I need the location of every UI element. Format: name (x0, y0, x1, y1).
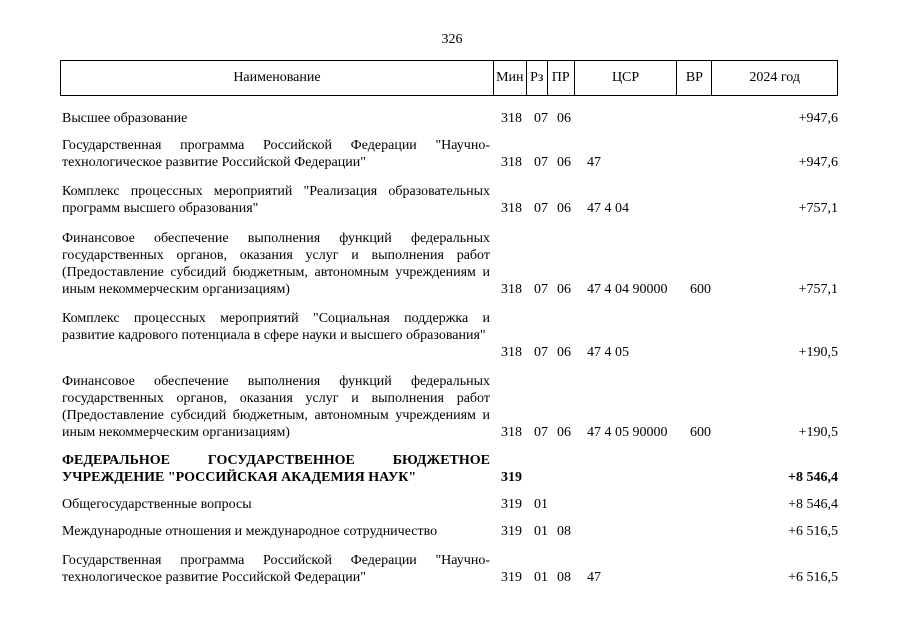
row-name: Государственная программа Российской Федерации "Научно-технологическое развитие Российской Федерации" (62, 553, 490, 585)
row-min: 319 (501, 497, 522, 512)
header-pr: ПР (548, 61, 575, 95)
page-number: 326 (441, 32, 463, 47)
row-rz: 07 (534, 111, 548, 126)
row-rz: 07 (534, 345, 548, 360)
row-name: ФЕДЕРАЛЬНОЕ ГОСУДАРСТВЕННОЕ БЮДЖЕТНОЕ УЧРЕЖДЕНИЕ "РОССИЙСКАЯ АКАДЕМИЯ НАУК" (62, 453, 490, 485)
row-sum: +947,6 (798, 155, 838, 170)
row-sum: +6 516,5 (788, 524, 838, 539)
row-min: 319 (501, 470, 522, 485)
header-name: Наименование (61, 61, 494, 95)
row-pr: 06 (557, 155, 571, 170)
row-pr: 06 (557, 425, 571, 440)
row-csr: 47 4 04 90000 (587, 282, 668, 297)
row-pr: 08 (557, 524, 571, 539)
row-name: Финансовое обеспечение выполнения функций федеральных государственных органов, оказания услуг и выполнения работ (Предоставление субсидий бюджетным, автономным учреждениям и иным некоммерческим организациям) (62, 231, 490, 297)
row-min: 318 (501, 201, 522, 216)
row-csr: 47 4 05 90000 (587, 425, 668, 440)
row-rz: 07 (534, 201, 548, 216)
row-name: Высшее образование (62, 111, 188, 126)
row-min: 318 (501, 282, 522, 297)
row-pr: 08 (557, 570, 571, 585)
header-vr: ВР (677, 61, 712, 95)
row-sum: +8 546,4 (788, 470, 838, 485)
header-min: Мин (494, 61, 527, 95)
row-name: Общегосударственные вопросы (62, 497, 252, 512)
row-csr: 47 (587, 570, 601, 585)
row-name: Комплекс процессных мероприятий "Реализация образовательных программ высшего образования" (62, 184, 490, 216)
row-pr: 06 (557, 201, 571, 216)
header-year: 2024 год (749, 70, 800, 85)
row-pr: 06 (557, 345, 571, 360)
row-vr: 600 (690, 425, 711, 440)
row-csr: 47 4 05 (587, 345, 629, 360)
row-min: 319 (501, 524, 522, 539)
row-name: Международные отношения и международное сотрудничество (62, 524, 438, 539)
row-rz: 01 (534, 570, 548, 585)
row-rz: 07 (534, 155, 548, 170)
row-rz: 07 (534, 282, 548, 297)
row-min: 318 (501, 155, 522, 170)
row-pr: 06 (557, 282, 571, 297)
row-sum: +8 546,4 (788, 497, 838, 512)
row-pr: 06 (557, 111, 571, 126)
row-sum: +190,5 (798, 345, 838, 360)
row-min: 318 (501, 345, 522, 360)
row-csr: 47 (587, 155, 601, 170)
row-sum: +947,6 (798, 111, 838, 126)
header-rz: Рз (527, 61, 548, 95)
row-csr: 47 4 04 (587, 201, 629, 216)
row-sum: +757,1 (798, 282, 838, 297)
row-sum: +757,1 (798, 201, 838, 216)
row-name: Комплекс процессных мероприятий "Социальная поддержка и развитие кадрового потенциала в сфере науки и высшего образования" (62, 311, 490, 343)
row-rz: 07 (534, 425, 548, 440)
row-min: 318 (501, 425, 522, 440)
row-rz: 01 (534, 524, 548, 539)
row-vr: 600 (690, 282, 711, 297)
header-csr: ЦСР (575, 61, 678, 95)
row-rz: 01 (534, 497, 548, 512)
row-min: 318 (501, 111, 522, 126)
row-name: Государственная программа Российской Федерации "Научно-технологическое развитие Российской Федерации" (62, 138, 490, 170)
row-sum: +190,5 (798, 425, 838, 440)
row-sum: +6 516,5 (788, 570, 838, 585)
row-min: 319 (501, 570, 522, 585)
row-name: Финансовое обеспечение выполнения функций федеральных государственных органов, оказания услуг и выполнения работ (Предоставление субсидий бюджетным, автономным учреждениям и иным некоммерческим организациям) (62, 374, 490, 440)
